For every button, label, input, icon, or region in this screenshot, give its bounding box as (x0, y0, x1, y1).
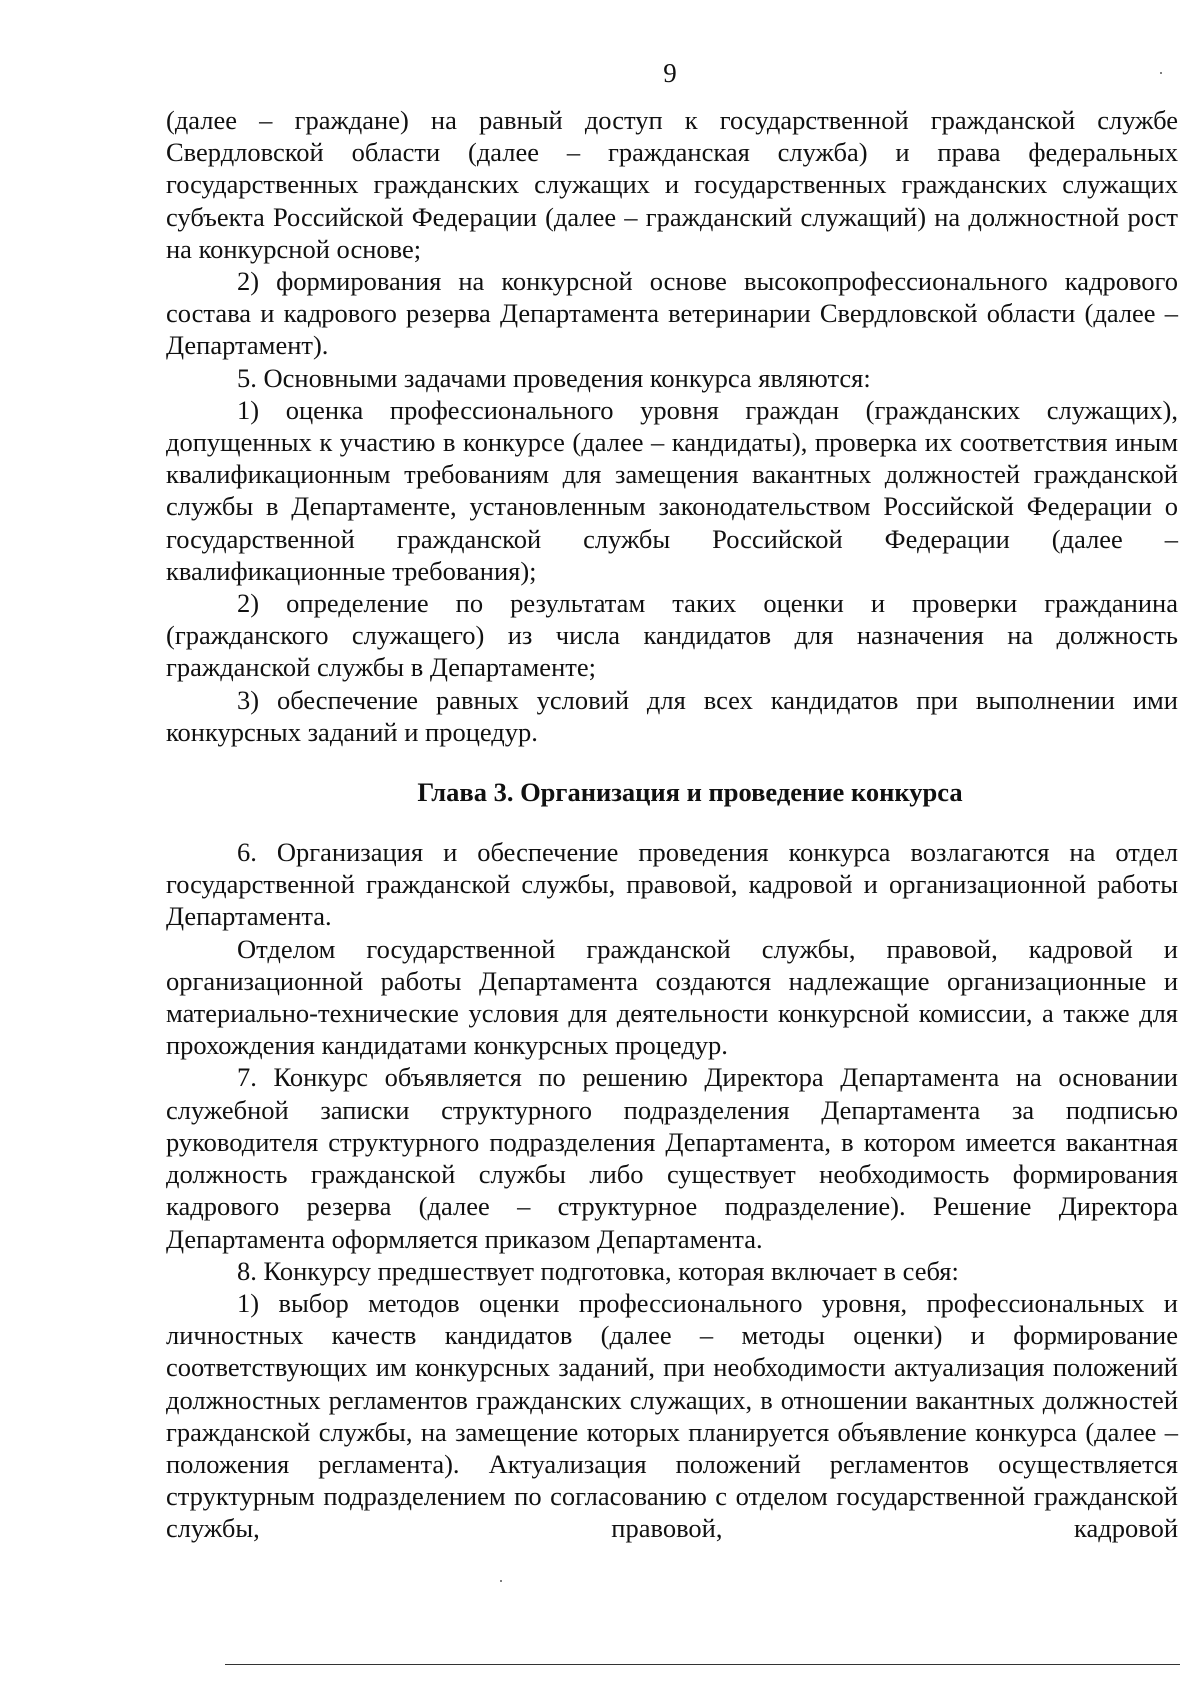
document-body (166, 104, 1178, 1545)
paragraph-clause-6: 6. Организация и обеспечение проведения конкурса возлагаются на отдел государственной гражданской службы, правовой, кадровой и организационной работы Департамента. (166, 837, 1178, 932)
paragraph-clause-7: 7. Конкурс объявляется по решению Директора Департамента на основании служебной записки структурного подразделения Департамента за подписью руководителя структурного подразделения Департамента, в котором имеется вакантная должность гражданской службы либо существует необходимость формирования кадрового резерва (далее – структурное подразделение). Решение Директора Департамента оформляется приказом Департамента. (166, 1062, 1178, 1254)
paragraph-task-1: 1) оценка профессионального уровня граждан (гражданских служащих), допущенных к участию в конкурсе (далее – кандидаты), проверка их соответствия иным квалификационным требованиям для замещения вакантных должностей гражданской службы в Департаменте, установленным законодательством Российской Федерации о государственной гражданской службы Российской Федерации (далее – квалификационные требования); (166, 394, 1178, 586)
paragraph-department-conditions: Отделом государственной гражданской службы, правовой, кадровой и организационной работы Департамента создаются надлежащие организационные и материально-технические условия для деятельности конкурсной комиссии, а также для прохождения кандидатами конкурсных процедур. (166, 933, 1178, 1061)
paragraph-continuation: (далее – граждане) на равный доступ к государственной гражданской службе Свердловской области (далее – гражданская служба) и права федеральных государственных гражданских служащих и государственных гражданских служащих субъекта Российской Федерации (далее – гражданский служащий) на должностной рост на конкурсной основе; (166, 105, 1178, 264)
paragraph-clause-8: 8. Конкурсу предшествует подготовка, которая включает в себя: (237, 1255, 959, 1286)
paragraph-item-2: 2) формирования на конкурсной основе высокопрофессионального кадрового состава и кадрового резерва Департамента ветеринарии Свердловской области (далее – Департамент). (166, 266, 1178, 361)
paragraph-preparation-1: 1) выбор методов оценки профессионального уровня, профессиональных и личностных качеств кандидатов (далее – методы оценки) и формирование соответствующих им конкурсных заданий, при необходимости актуализация положений должностных регламентов гражданских служащих, в отношении вакантных должностей гражданской службы, на замещение которых планируется объявление конкурса (далее – положения регламента). Актуализация положений регламентов осуществляется структурным подразделением по согласованию с отделом государственной гражданской службы, правовой, кадровой (166, 1287, 1178, 1544)
paragraph-task-2: 2) определение по результатам таких оценки и проверки гражданина (гражданского служащего) из числа кандидатов для назначения на должность гражданской службы в Департаменте; (166, 588, 1178, 683)
page-number: 9 (663, 58, 677, 88)
paragraph-task-3: 3) обеспечение равных условий для всех кандидатов при выполнении ими конкурсных заданий и процедур. (166, 684, 1178, 747)
paragraph-clause-5: 5. Основными задачами проведения конкурса являются: (237, 362, 871, 393)
chapter-heading: Глава 3. Организация и проведение конкурса (417, 777, 963, 808)
scan-speck (1160, 72, 1162, 74)
footer-rule (225, 1664, 1180, 1665)
scan-speck (500, 1580, 502, 1582)
